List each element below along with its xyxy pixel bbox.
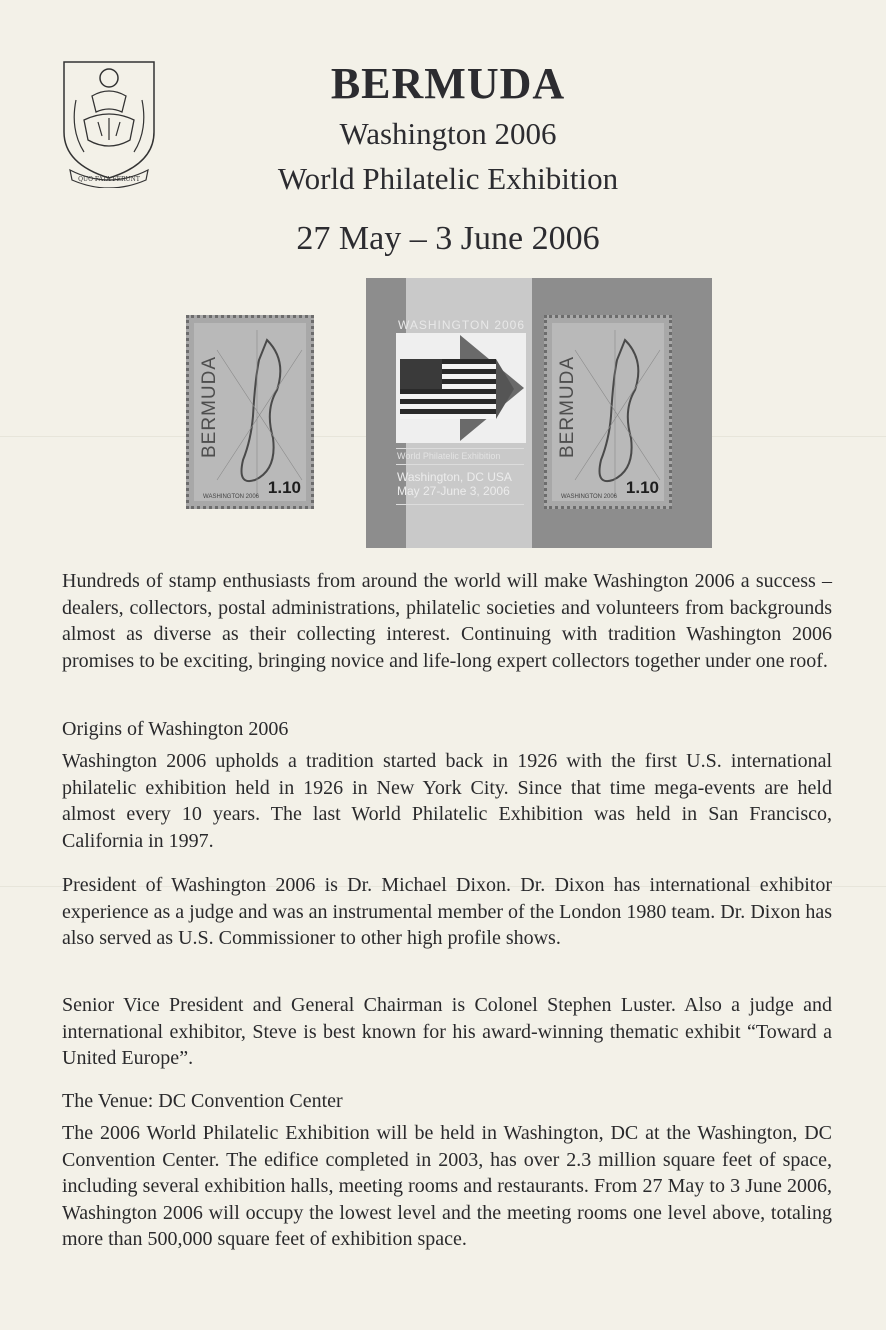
origins-paragraph: Washington 2006 upholds a tradition started back in 1926 with the first U.S. international philatelic exhibition held in 1926 in New York City. Since that time mega-events are held almost every 10 years. The last World Philatelic Exhibition was held in San Francisco, California in 1997.: [62, 750, 832, 852]
panel-heading: WASHINGTON 2006: [398, 318, 526, 332]
venue-heading: The Venue: DC Convention Center: [62, 1090, 343, 1112]
stamp-value: 1.10: [267, 478, 301, 497]
stamp-caption: WASHINGTON 2006: [203, 494, 260, 500]
event-subtitle: World Philatelic Exhibition: [277, 161, 619, 196]
panel-rule-mid: [396, 464, 524, 465]
stamp-country: BERMUDA: [557, 355, 578, 458]
president-paragraph: President of Washington 2006 is Dr. Michael Dixon. Dr. Dixon has international exhibitor experience as a judge and was an instrumental member of the London 1980 team. Dr. Dixon has also served as U.S. Commissioner to other high profile shows.: [62, 874, 832, 949]
origins-heading: Origins of Washington 2006: [62, 718, 289, 740]
stamp-left: [186, 315, 314, 509]
panel-rule-bottom: [396, 504, 524, 505]
bermuda-map-icon: [565, 330, 665, 496]
us-flag-icon: [396, 333, 526, 443]
stamp-country: BERMUDA: [199, 355, 220, 458]
intro-paragraph: Hundreds of stamp enthusiasts from around the world will make Washington 2006 a success – dealers, collectors, postal administrations, philatelic societies and volunteers from backgrounds almost as diverse as their collecting interest. Continuing with tradition Washington 2006 promises to be exciting, bringing novice and life-long expert collectors together under one roof.: [62, 570, 832, 672]
flag-panel: [396, 333, 526, 443]
bermuda-map-icon: [207, 330, 307, 496]
panel-city-dates: [397, 470, 512, 498]
stamp-sheet-image: [186, 278, 712, 548]
panel-exhibition: World Philatelic Exhibition: [397, 451, 501, 461]
panel-rule-top: [396, 448, 524, 449]
page-title: BERMUDA: [330, 59, 566, 108]
stamp-value: 1.10: [625, 478, 659, 497]
stamp-right: [544, 315, 672, 509]
vice-president-paragraph: Senior Vice President and General Chairman is Colonel Stephen Luster. Also a judge and international exhibitor, Steve is best known for his award-winning thematic exhibit “Toward a United Europe”.: [62, 994, 832, 1069]
stamp-caption: WASHINGTON 2006: [561, 494, 618, 500]
venue-paragraph: The 2006 World Philatelic Exhibition will be held in Washington, DC at the Washington, DC Convention Center. The edifice completed in 2003, has over 2.3 million square feet of space, including several exhibition halls, meeting rooms and restaurants. From 27 May to 3 June 2006, Washington 2006 will occupy the lowest level and the meeting rooms one level above, totaling more than 500,000 square feet of exhibition space.: [62, 1122, 832, 1250]
panel-dates: May 27-June 3, 2006: [397, 484, 510, 498]
panel-city: Washington, DC USA: [397, 470, 512, 484]
event-name: Washington 2006: [339, 116, 557, 151]
event-dates: 27 May – 3 June 2006: [296, 220, 600, 257]
crest-motto: QUO FATA FERUNT: [78, 176, 140, 183]
